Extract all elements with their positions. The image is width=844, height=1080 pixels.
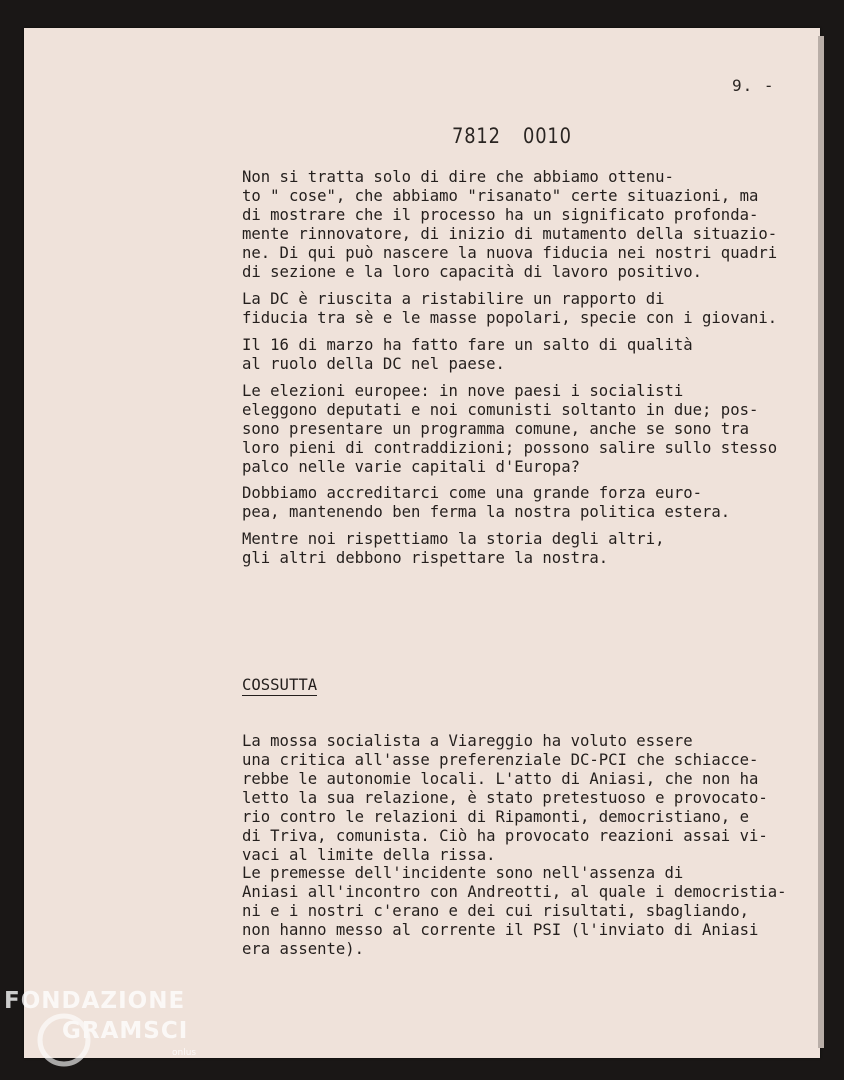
paragraph-6: Mentre noi rispettiamo la storia degli altri, gli altri debbono rispettare la nostra. bbox=[242, 530, 665, 567]
watermark-line-2: GRAMSCI bbox=[62, 1018, 189, 1044]
paragraph-2: La DC è riuscita a ristabilire un rapporto di fiducia tra sè e le masse popolari, specie con i giovani. bbox=[242, 290, 778, 327]
section-heading-cossutta: COSSUTTA bbox=[242, 676, 318, 694]
paragraph-4: Le elezioni europee: in nove paesi i socialisti eleggono deputati e noi comunisti soltanto in due; pos- sono presentare un programma comune, anche se sono tra loro pieni di contraddizioni; possono salire sullo stesso palco nelle varie capitali d'Europa? bbox=[242, 382, 778, 476]
paragraph-3: Il 16 di marzo ha fatto fare un salto di qualità al ruolo della DC nel paese. bbox=[242, 336, 693, 373]
watermark-line-1: FONDAZIONE bbox=[4, 988, 186, 1014]
archive-stamp bbox=[452, 124, 581, 148]
archive-stamp-number-b: 0010 bbox=[523, 124, 573, 148]
page-edge bbox=[818, 36, 824, 1048]
paragraph-1: Non si tratta solo di dire che abbiamo ottenu- to " cose", che abbiamo "risanato" certe situazioni, ma di mostrare che il processo ha un significato profonda- mente rinnovatore, di inizio di mutamento della situazio- ne. Di qui può nascere la nuova fiducia nei nostri quadri di sezione e la loro capacità di lavoro positivo. bbox=[242, 168, 778, 281]
archive-stamp-number-a: 7812 bbox=[452, 124, 501, 148]
fondazione-gramsci-watermark bbox=[4, 988, 214, 1076]
page-number: 9. - bbox=[732, 76, 775, 95]
document-page bbox=[24, 28, 820, 1058]
paragraph-7: La mossa socialista a Viareggio ha voluto essere una critica all'asse preferenziale DC-PCI che schiacce- rebbe le autonomie locali. L'atto di Aniasi, che non ha letto la sua relazione, è stato pretestuoso e provocato- rio contro le relazioni di Ripamonti, democristiano, e di Triva, comunista. Ciò ha provocato reazioni assai vi- vaci al limite della rissa. bbox=[242, 732, 768, 864]
paragraph-8: Le premesse dell'incidente sono nell'assenza di Aniasi all'incontro con Andreotti, al quale i democristia- ni e i nostri c'erano e dei cui risultati, sbagliando, non hanno messo al corrente il PSI (l'inviato di Aniasi era assente). bbox=[242, 864, 787, 958]
watermark-sub: onlus bbox=[172, 1048, 197, 1058]
paragraph-5: Dobbiamo accreditarci come una grande forza euro- pea, mantenendo ben ferma la nostra politica estera. bbox=[242, 484, 731, 521]
